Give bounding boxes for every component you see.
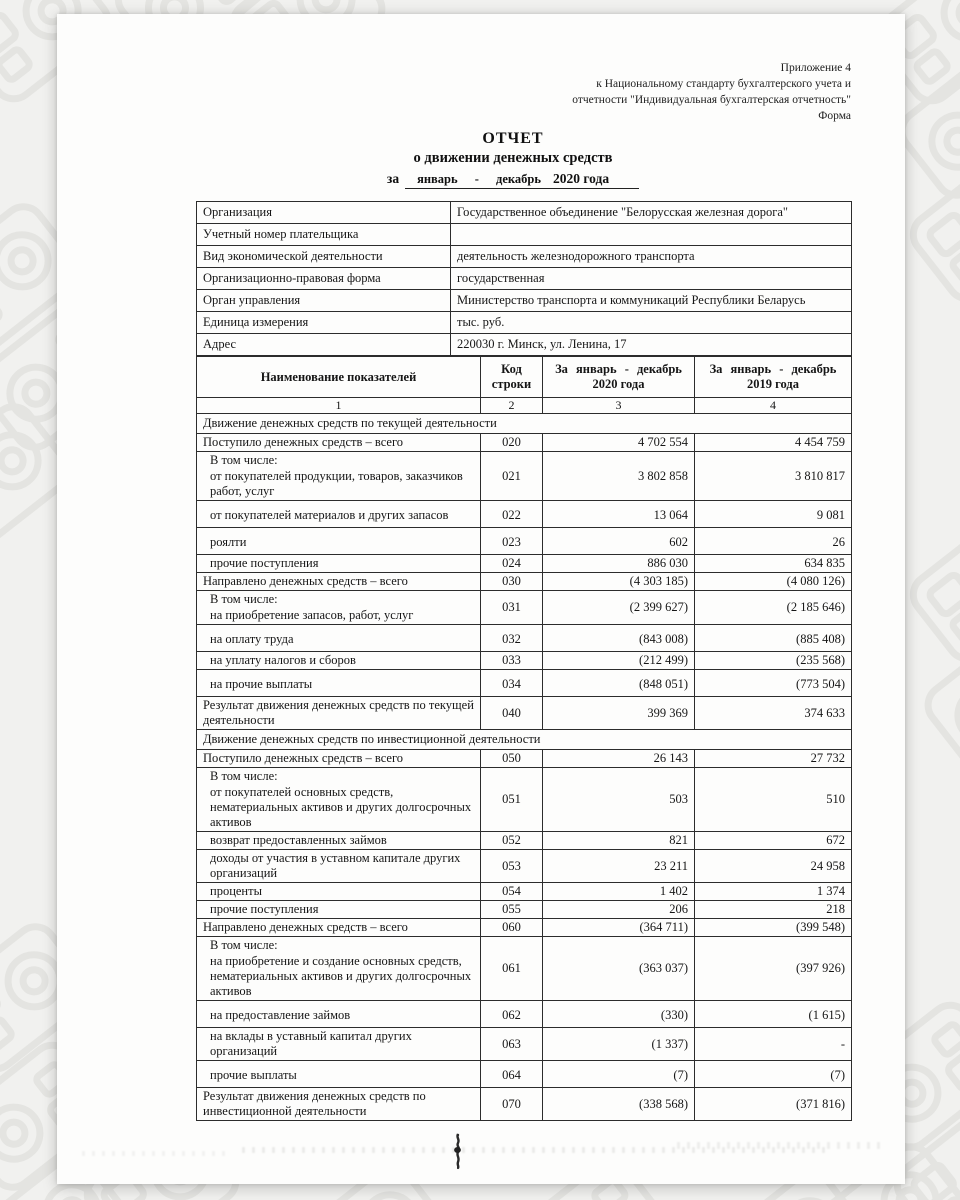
org-info-row (197, 224, 852, 246)
indicator-name-cell (197, 850, 481, 883)
org-info-row (197, 312, 852, 334)
indicator-name-cell (197, 697, 481, 730)
value-2020-cell: 399 369 (543, 697, 695, 730)
table-row (197, 919, 852, 937)
line-code-cell: 062 (481, 1001, 543, 1028)
indicator-name-cell (197, 434, 481, 452)
org-info-row (197, 202, 852, 224)
indicator-label: на предоставление займов (210, 1008, 351, 1022)
value-2020-cell: (843 008) (543, 625, 695, 652)
org-info-value (451, 224, 852, 246)
header-code-line2: строки (491, 377, 532, 391)
header-code (481, 357, 543, 398)
table-row (197, 591, 852, 625)
line-code-cell: 063 (481, 1028, 543, 1061)
org-info-value: государственная (451, 268, 852, 290)
title-block (313, 130, 713, 189)
value-2019-cell: (235 568) (695, 652, 852, 670)
column-number: 3 (543, 398, 695, 414)
indicator-name-cell (197, 919, 481, 937)
indicator-name-cell (197, 832, 481, 850)
period-year: 2020 года (552, 171, 610, 186)
line-code-cell: 034 (481, 670, 543, 697)
table-row (197, 937, 852, 1001)
indicator-name-cell (197, 573, 481, 591)
value-2019-cell: (1 615) (695, 1001, 852, 1028)
indicator-name-cell (197, 528, 481, 555)
line-code-cell: 061 (481, 937, 543, 1001)
indicator-label: на уплату налогов и сборов (210, 653, 356, 667)
indicator-name-cell (197, 937, 481, 1001)
period-prefix: за (386, 171, 400, 186)
table-row (197, 1028, 852, 1061)
value-2020-cell: (4 303 185) (543, 573, 695, 591)
value-2020-cell: (330) (543, 1001, 695, 1028)
indicator-name-cell (197, 1028, 481, 1061)
org-info-label: Единица измерения (197, 312, 451, 334)
value-2019-cell: (4 080 126) (695, 573, 852, 591)
value-2020-cell: 503 (543, 768, 695, 832)
table-row (197, 768, 852, 832)
corner-note-line: отчетности "Индивидуальная бухгалтерская отчетность" (572, 94, 851, 106)
org-info-label: Орган управления (197, 290, 451, 312)
value-2019-cell: 26 (695, 528, 852, 555)
corner-note-line: к Национальному стандарту бухгалтерского учета и (596, 78, 851, 90)
reporting-period (313, 171, 713, 189)
group-prefix: В том числе: (210, 938, 278, 952)
value-2020-cell: 13 064 (543, 501, 695, 528)
line-code-cell: 055 (481, 901, 543, 919)
organization-info-table (196, 201, 852, 356)
indicator-label: Поступило денежных средств – всего (203, 435, 404, 449)
indicator-label: на вклады в уставный капитал других организаций (210, 1029, 412, 1058)
indicator-label: возврат предоставленных займов (210, 833, 387, 847)
header-code-line1: Код (501, 362, 522, 376)
value-2019-cell: 510 (695, 768, 852, 832)
indicator-name-cell (197, 625, 481, 652)
value-2020-cell: 23 211 (543, 850, 695, 883)
column-number: 4 (695, 398, 852, 414)
table-row (197, 832, 852, 850)
value-2019-cell: 9 081 (695, 501, 852, 528)
org-info-row (197, 334, 852, 356)
org-info-label: Учетный номер плательщика (197, 224, 451, 246)
cash-flow-table-head (197, 357, 852, 414)
value-2020-cell: 206 (543, 901, 695, 919)
value-2020-cell: (2 399 627) (543, 591, 695, 625)
group-prefix: В том числе: (210, 769, 278, 783)
org-info-value: Государственное объединение "Белорусская железная дорога" (451, 202, 852, 224)
line-code-cell: 030 (481, 573, 543, 591)
section-header-label: Движение денежных средств по текущей деятельности (197, 414, 852, 434)
value-2020-cell: (338 568) (543, 1088, 695, 1121)
value-2019-cell: 634 835 (695, 555, 852, 573)
line-code-cell: 053 (481, 850, 543, 883)
value-2019-cell: (399 548) (695, 919, 852, 937)
scan-noise-strip (82, 1151, 227, 1156)
indicator-name-cell (197, 670, 481, 697)
value-2020-cell: (212 499) (543, 652, 695, 670)
value-2019-cell: 672 (695, 832, 852, 850)
section-header-row (197, 414, 852, 434)
indicator-label: на приобретение и создание основных средств, нематериальных активов и других долгосрочных активов (210, 954, 472, 998)
header-row (197, 357, 852, 398)
table-row (197, 850, 852, 883)
indicator-label: Результат движения денежных средств по текущей деятельности (203, 698, 474, 727)
indicator-label: от покупателей основных средств, нематериальных активов и других долгосрочных активов (210, 785, 472, 829)
line-code-cell: 031 (481, 591, 543, 625)
indicator-name-cell (197, 452, 481, 501)
column-number: 1 (197, 398, 481, 414)
value-2019-cell: (371 816) (695, 1088, 852, 1121)
indicator-label: Поступило денежных средств – всего (203, 751, 404, 765)
org-info-label: Адрес (197, 334, 451, 356)
indicator-label: прочие выплаты (210, 1068, 297, 1082)
table-row (197, 670, 852, 697)
table-row (197, 697, 852, 730)
table-row (197, 452, 852, 501)
org-info-value: Министерство транспорта и коммуникаций Республики Беларусь (451, 290, 852, 312)
value-2019-cell: 27 732 (695, 750, 852, 768)
org-info-value: тыс. руб. (451, 312, 852, 334)
period-underlined (405, 171, 639, 189)
indicator-name-cell (197, 501, 481, 528)
value-2019-cell: 3 810 817 (695, 452, 852, 501)
indicator-name-cell (197, 1001, 481, 1028)
indicator-label: на оплату труда (210, 632, 294, 646)
table-row (197, 1088, 852, 1121)
indicator-label: на приобретение запасов, работ, услуг (210, 608, 414, 622)
table-row (197, 901, 852, 919)
header-2019 (695, 357, 852, 398)
table-row (197, 1001, 852, 1028)
header-2020 (543, 357, 695, 398)
value-2020-cell: 821 (543, 832, 695, 850)
period-range: январь - декабрь (417, 172, 541, 186)
value-2019-cell: (397 926) (695, 937, 852, 1001)
table-row (197, 750, 852, 768)
document-title: ОТЧЕТ (482, 130, 544, 147)
indicator-name-cell (197, 555, 481, 573)
header-2020-line2: 2020 года (592, 377, 645, 391)
table-row (197, 434, 852, 452)
indicator-label: роялти (210, 535, 247, 549)
value-2020-cell: (364 711) (543, 919, 695, 937)
line-code-cell: 054 (481, 883, 543, 901)
section-header-row (197, 730, 852, 750)
line-code-cell: 051 (481, 768, 543, 832)
header-2019-line2: 2019 года (747, 377, 799, 391)
line-code-cell: 021 (481, 452, 543, 501)
table-row (197, 652, 852, 670)
indicator-label: на прочие выплаты (210, 677, 313, 691)
table-row (197, 528, 852, 555)
header-2019-line1: За январь - декабрь (709, 362, 837, 376)
org-info-row (197, 246, 852, 268)
table-row (197, 625, 852, 652)
indicator-name-cell (197, 591, 481, 625)
value-2019-cell: 4 454 759 (695, 434, 852, 452)
indicator-name-cell (197, 901, 481, 919)
indicator-name-cell (197, 652, 481, 670)
value-2019-cell: (7) (695, 1061, 852, 1088)
line-code-cell: 020 (481, 434, 543, 452)
header-name (197, 357, 481, 398)
value-2020-cell: 886 030 (543, 555, 695, 573)
corner-note-line: Приложение 4 (780, 62, 851, 74)
value-2020-cell: (1 337) (543, 1028, 695, 1061)
org-info-value: деятельность железнодорожного транспорта (451, 246, 852, 268)
org-info-row (197, 290, 852, 312)
cash-flow-table-body (197, 414, 852, 1121)
corner-note (572, 60, 851, 124)
indicator-name-cell (197, 750, 481, 768)
column-number-row (197, 398, 852, 414)
table-row (197, 555, 852, 573)
corner-note-line: Форма (818, 110, 851, 122)
indicator-name-cell (197, 883, 481, 901)
header-name-label: Наименование показателей (260, 369, 417, 384)
line-code-cell: 050 (481, 750, 543, 768)
org-info-label: Организация (197, 202, 451, 224)
indicator-label: прочие поступления (210, 556, 319, 570)
ink-smudge (448, 1132, 468, 1170)
group-prefix: В том числе: (210, 453, 278, 467)
value-2019-cell: - (695, 1028, 852, 1061)
column-number: 2 (481, 398, 543, 414)
section-header-label: Движение денежных средств по инвестиционной деятельности (197, 730, 852, 750)
value-2020-cell: (848 051) (543, 670, 695, 697)
line-code-cell: 060 (481, 919, 543, 937)
line-code-cell: 022 (481, 501, 543, 528)
indicator-name-cell (197, 1088, 481, 1121)
value-2019-cell: 374 633 (695, 697, 852, 730)
indicator-label: проценты (210, 884, 262, 898)
header-2020-line1: За январь - декабрь (555, 362, 682, 376)
document-sheet (57, 14, 905, 1184)
group-prefix: В том числе: (210, 592, 278, 606)
indicator-label: Результат движения денежных средств по инвестиционной деятельности (203, 1089, 426, 1118)
value-2019-cell: 24 958 (695, 850, 852, 883)
indicator-label: от покупателей материалов и других запасов (210, 508, 449, 522)
table-row (197, 573, 852, 591)
indicator-name-cell (197, 1061, 481, 1088)
value-2019-cell: (2 185 646) (695, 591, 852, 625)
indicator-label: Направлено денежных средств – всего (203, 920, 408, 934)
indicator-name-cell (197, 768, 481, 832)
indicator-label: от покупателей продукции, товаров, заказчиков работ, услуг (210, 469, 463, 498)
value-2020-cell: 4 702 554 (543, 434, 695, 452)
line-code-cell: 024 (481, 555, 543, 573)
organization-info-body (197, 202, 852, 356)
table-row (197, 883, 852, 901)
indicator-label: Направлено денежных средств – всего (203, 574, 408, 588)
line-code-cell: 064 (481, 1061, 543, 1088)
value-2019-cell: 218 (695, 901, 852, 919)
scan-noise-strip (677, 1142, 887, 1149)
document-subtitle: о движении денежных средств (413, 150, 613, 166)
indicator-label: прочие поступления (210, 902, 319, 916)
value-2020-cell: 1 402 (543, 883, 695, 901)
value-2020-cell: 602 (543, 528, 695, 555)
org-info-label: Вид экономической деятельности (197, 246, 451, 268)
value-2019-cell: (773 504) (695, 670, 852, 697)
value-2019-cell: (885 408) (695, 625, 852, 652)
value-2020-cell: 26 143 (543, 750, 695, 768)
org-info-label: Организационно-правовая форма (197, 268, 451, 290)
table-row (197, 1061, 852, 1088)
line-code-cell: 032 (481, 625, 543, 652)
line-code-cell: 033 (481, 652, 543, 670)
cash-flow-table (196, 356, 852, 1121)
value-2020-cell: (7) (543, 1061, 695, 1088)
line-code-cell: 023 (481, 528, 543, 555)
org-info-row (197, 268, 852, 290)
indicator-label: доходы от участия в уставном капитале других организаций (210, 851, 461, 880)
table-row (197, 501, 852, 528)
line-code-cell: 040 (481, 697, 543, 730)
value-2020-cell: 3 802 858 (543, 452, 695, 501)
value-2020-cell: (363 037) (543, 937, 695, 1001)
value-2019-cell: 1 374 (695, 883, 852, 901)
line-code-cell: 070 (481, 1088, 543, 1121)
org-info-value: 220030 г. Минск, ул. Ленина, 17 (451, 334, 852, 356)
line-code-cell: 052 (481, 832, 543, 850)
